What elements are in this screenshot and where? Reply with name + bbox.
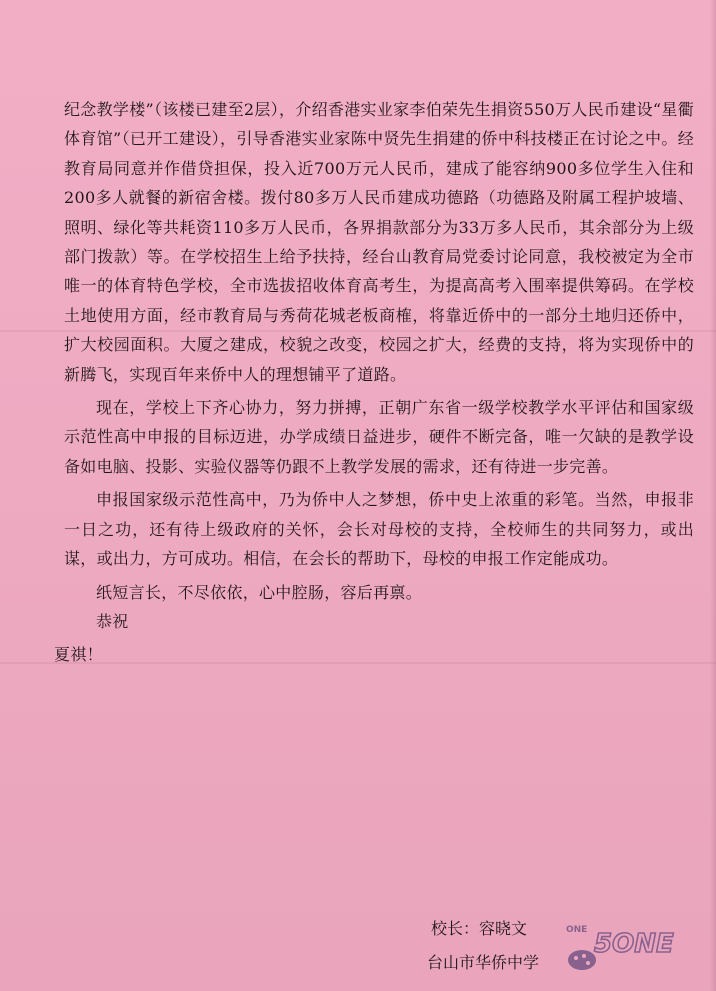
paragraph-1: 纪念教学楼”（该楼已建至2层），介绍香港实业家李伯荣先生捐资550万人民币建设“星衢体育馆”（已开工建设），引导香港实业家陈中贤先生捐建的侨中科技楼正在讨论之中。经教育局同意并作借贷担保，投入近700万元人民币，建成了能容纳900多位学生入住和200多人就餐的新宿舍楼。拨付80多万人民币建成功德路（功德路及附属工程护坡墙、照明、绿化等共耗资110多万人民币，各界捐款部分为33万多人民币，其余部分为上级部门拨款）等。在学校招生上给予扶持，经台山教育局党委讨论同意，我校被定为全市唯一的体育特色学校，全市选拔招收体育高考生，为提高高考入围率提供筹码。在学校土地使用方面，经市教育局与秀荷花城老板商榷，将靠近侨中的一部分土地归还侨中，扩大校园面积。大厦之建成，校貌之改变，校园之扩大，经费的支持，将为实现侨中的新腾飞，实现百年来侨中人的理想铺平了道路。 [64,100,694,384]
salutation-wish: 恭祝 [96,611,129,631]
paragraph-3: 申报国家级示范性高中，乃为侨中人之梦想，侨中史上浓重的彩笔。当然，申报非一日之功，还有待上级政府的关怀，会长对母校的支持，全校师生的共同努力，或出谋，或出力，方可成功。相信，在会长的帮助下，母校的申报工作定能成功。 [64,490,694,569]
paper-edge-shadow [710,0,716,991]
salutation-summer: 夏祺！ [54,645,103,665]
watermark-small-text: ONE [566,925,588,935]
watermark-text: 5ONE [594,929,674,959]
signature-school: 台山市华侨中学 [427,953,540,972]
signature-principal: 校长：容晓文 [431,919,528,938]
letter-body [54,95,694,670]
paragraph-2: 现在，学校上下齐心协力，努力拼搏，正朝广东省一级学校教学水平评估和国家级示范性高中申报的目标迈进，办学成绩日益进步，硬件不断完备，唯一欠缺的是教学设备如电脑、投影、实验仪器等仍跟不上教学发展的需求，还有待进一步完善。 [64,398,694,476]
site-watermark-logo [560,918,710,978]
watermark-bubble-icon [568,950,596,970]
paragraph-4: 纸短言长，不尽依依，心中腔肠，容后再禀。 [96,582,423,602]
